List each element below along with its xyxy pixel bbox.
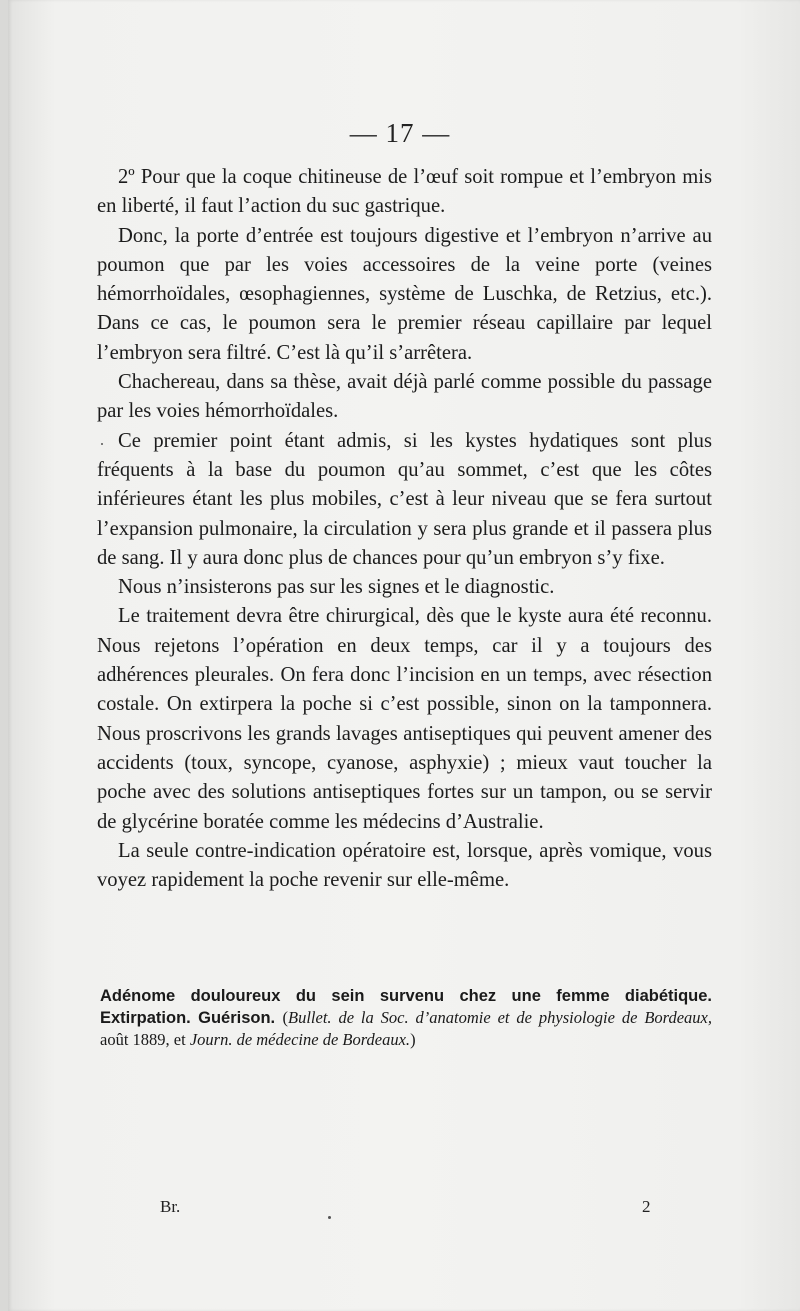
ref-date: août 1889, et — [100, 1030, 190, 1049]
paragraph: 2º Pour que la coque chitineuse de l’œuf soit rompue et l’embryon mis en liberté, il faut l’action du suc gastrique. — [97, 166, 712, 218]
signature-mark: Br. — [160, 1197, 181, 1216]
ref-journal-bulletin: Bullet. de la Soc. d’anatomie et de physiologie de Bordeaux, — [288, 1008, 712, 1027]
ink-speck — [101, 443, 103, 445]
paragraph: Nous n’insisterons pas sur les signes et le diagnostic. — [118, 576, 555, 599]
signature-number: 2 — [642, 1197, 651, 1216]
paragraph: Le traitement devra être chirurgical, dès que le kyste aura été reconnu. Nous rejetons l’opération en deux temps, car il y a toujours des adhérences pleurales. On fera donc l’incision en un temps, avec résection costale. On extirpera la poche si c’est possible, sinon on la tamponnera. Nous proscrivons les grands lavages antiseptiques qui peuvent amener des accidents (toux, syncope, cyanose, asphyxie) ; mieux vaut toucher la poche avec des solutions antiseptiques fortes sur un tampon, ou se servir de glycérine boratée comme les médecins d’Australie. — [97, 605, 712, 833]
body-text — [97, 163, 712, 895]
page-number: — 17 — — [349, 118, 451, 148]
ink-speck — [328, 1216, 331, 1219]
paragraph: Donc, la porte d’entrée est toujours digestive et l’embryon n’arrive au poumon que par les voies accessoires de la veine porte (veines hémorrhoïdales, œsophagiennes, système de Luschka, de Retzius, etc.). Dans ce cas, le poumon sera le premier réseau capillaire par lequel l’embryon sera filtré. C’est là qu’il s’arrêtera. — [97, 224, 712, 364]
abstract-title: Adénome douloureux du sein survenu chez une femme diabétique. Extirpation. Guérison. — [100, 987, 712, 1027]
ref-close: ) — [410, 1030, 416, 1049]
abstract-entry — [100, 985, 712, 1051]
paragraph: La seule contre-indication opératoire est, lorsque, après vomique, vous voyez rapidement la poche revenir sur elle-même. — [97, 839, 712, 892]
paragraph: Chachereau, dans sa thèse, avait déjà parlé comme possible du passage par les voies hémorrhoïdales. — [97, 371, 712, 423]
ref-journal-medecine: Journ. de médecine de Bordeaux. — [189, 1030, 411, 1049]
ref-open: ( — [282, 1008, 289, 1027]
paragraph: Ce premier point étant admis, si les kystes hydatiques sont plus fréquents à la base du poumon qu’au sommet, c’est que les côtes inférieures étant les plus mobiles, c’est à leur niveau que se fera surtout l’expansion pulmonaire, la circulation y sera plus grande et il passera plus de sang. Il y aura donc plus de chances pour qu’un embryon s’y fixe. — [97, 429, 712, 569]
